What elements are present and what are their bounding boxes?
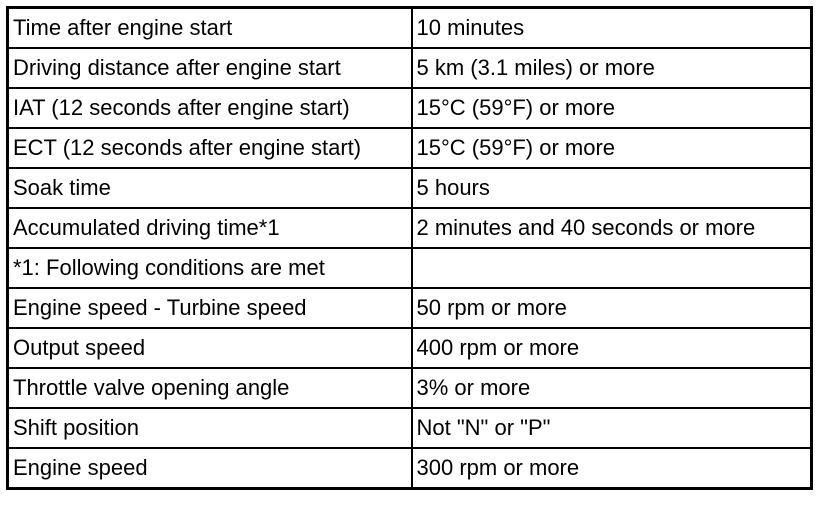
table-row: [8, 128, 812, 168]
condition-value-cell: 15°C (59°F) or more: [412, 128, 812, 168]
condition-item-cell: Output speed: [8, 328, 412, 368]
condition-value-cell: 50 rpm or more: [412, 288, 812, 328]
condition-value-cell: 5 km (3.1 miles) or more: [412, 48, 812, 88]
table-row: [8, 448, 812, 489]
condition-item-cell: Soak time: [8, 168, 412, 208]
table-row: [8, 8, 812, 49]
condition-item-cell: IAT (12 seconds after engine start): [8, 88, 412, 128]
table-row: [8, 368, 812, 408]
condition-value-cell: 2 minutes and 40 seconds or more: [412, 208, 812, 248]
condition-value-cell: 5 hours: [412, 168, 812, 208]
table-row: [8, 208, 812, 248]
condition-value-cell: 15°C (59°F) or more: [412, 88, 812, 128]
table-row: [8, 408, 812, 448]
condition-item-cell: Throttle valve opening angle: [8, 368, 412, 408]
footnote-cell: *1: Following conditions are met: [8, 248, 412, 288]
condition-value-cell: 400 rpm or more: [412, 328, 812, 368]
condition-value-cell: 300 rpm or more: [412, 448, 812, 489]
condition-item-cell: Time after engine start: [8, 8, 412, 49]
table-row: [8, 248, 812, 288]
condition-item-cell: Shift position: [8, 408, 412, 448]
table-row: [8, 88, 812, 128]
condition-value-cell: Not "N" or "P": [412, 408, 812, 448]
table-row: [8, 328, 812, 368]
condition-item-cell: Accumulated driving time*1: [8, 208, 412, 248]
condition-item-cell: Driving distance after engine start: [8, 48, 412, 88]
condition-value-cell: 3% or more: [412, 368, 812, 408]
table-row: [8, 288, 812, 328]
condition-item-cell: Engine speed - Turbine speed: [8, 288, 412, 328]
condition-item-cell: Engine speed: [8, 448, 412, 489]
condition-value-cell: 10 minutes: [412, 8, 812, 49]
table-row: [8, 48, 812, 88]
conditions-table-body: [8, 8, 812, 489]
conditions-table: [6, 6, 813, 490]
empty-value-cell: [412, 248, 812, 288]
condition-item-cell: ECT (12 seconds after engine start): [8, 128, 412, 168]
table-row: [8, 168, 812, 208]
